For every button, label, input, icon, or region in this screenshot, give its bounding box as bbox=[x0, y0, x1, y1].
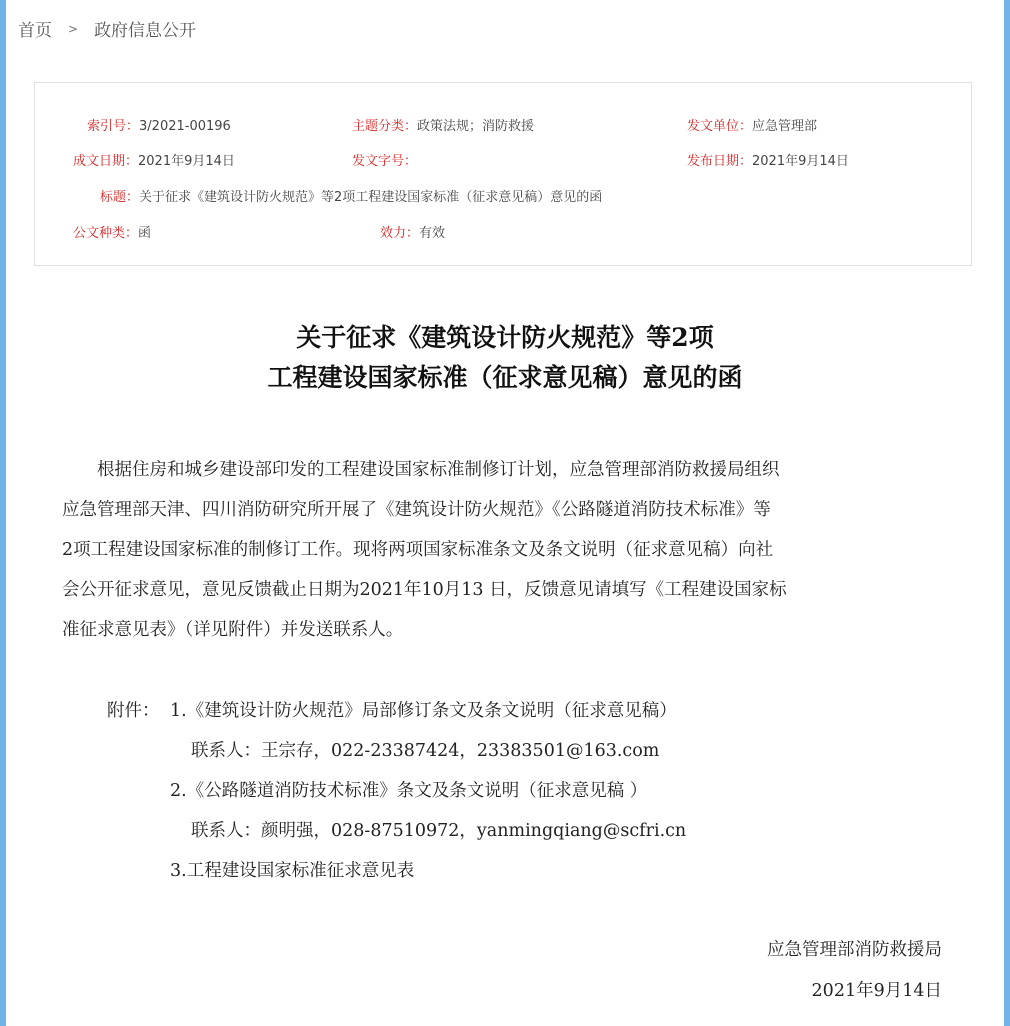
signature-date: 2021年9月14日 bbox=[811, 981, 942, 1001]
attachment-contact-1: 联系人：王宗存，022-23387424，23383501@163.com bbox=[191, 741, 660, 761]
right-edge-bar bbox=[1004, 0, 1010, 1026]
meta-created-label: 成文日期： bbox=[73, 154, 139, 169]
breadcrumb-home-link[interactable]: 首页 bbox=[18, 21, 52, 41]
meta-created bbox=[73, 150, 235, 169]
signature-organization: 应急管理部消防救援局 bbox=[767, 940, 942, 960]
meta-index-value: 3/2021-00196 bbox=[139, 119, 231, 134]
document-body bbox=[62, 450, 942, 650]
body-line: 2项工程建设国家标准的制修订工作。现将两项国家标准条文及条文说明（征求意见稿）向社 bbox=[62, 540, 774, 560]
meta-topic bbox=[352, 115, 534, 134]
document-title-line-1: 关于征求《建筑设计防火规范》等2项 bbox=[296, 323, 714, 352]
meta-validity-value: 有效 bbox=[419, 226, 446, 241]
breadcrumb-separator: > bbox=[68, 21, 79, 36]
meta-type-value: 函 bbox=[138, 226, 152, 241]
meta-title-value: 关于征求《建筑设计防火规范》等2项工程建设国家标准（征求意见稿）意见的函 bbox=[139, 190, 603, 205]
meta-issuer-value: 应急管理部 bbox=[752, 119, 818, 134]
meta-validity-label: 效力： bbox=[380, 226, 420, 241]
meta-title bbox=[100, 186, 602, 205]
attachment-item-2: 2.《公路隧道消防技术标准》条文及条文说明（征求意见稿 ） bbox=[170, 781, 648, 801]
meta-topic-value: 政策法规；消防救援 bbox=[417, 119, 535, 134]
body-line: 应急管理部天津、四川消防研究所开展了《建筑设计防火规范》《公路隧道消防技术标准》等 bbox=[62, 500, 771, 520]
meta-created-value: 2021年9月14日 bbox=[138, 154, 235, 169]
meta-topic-label: 主题分类： bbox=[352, 119, 418, 134]
meta-title-label: 标题： bbox=[100, 190, 140, 205]
meta-issuer bbox=[687, 115, 817, 134]
attachments-prefix: 附件： bbox=[107, 701, 160, 721]
meta-validity bbox=[380, 222, 445, 241]
body-line: 会公开征求意见，意见反馈截止日期为2021年10月13 日，反馈意见请填写《工程建设国家标 bbox=[62, 580, 787, 600]
attachment-item-3: 3.工程建设国家标准征求意见表 bbox=[170, 861, 415, 881]
meta-index bbox=[87, 115, 231, 134]
meta-published bbox=[687, 150, 849, 169]
document-title bbox=[0, 318, 1010, 398]
meta-docno-label: 发文字号： bbox=[352, 154, 418, 169]
body-line: 根据住房和城乡建设部印发的工程建设国家标准制修订计划，应急管理部消防救援局组织 bbox=[62, 460, 780, 480]
document-meta-box bbox=[34, 82, 972, 266]
meta-type-label: 公文种类： bbox=[73, 226, 139, 241]
breadcrumb bbox=[18, 16, 196, 41]
meta-type bbox=[73, 222, 151, 241]
attachment-contact-2: 联系人：颜明强，028-87510972，yanmingqiang@scfri.cn bbox=[191, 821, 687, 841]
meta-published-label: 发布日期： bbox=[687, 154, 753, 169]
meta-issuer-label: 发文单位： bbox=[687, 119, 753, 134]
meta-published-value: 2021年9月14日 bbox=[752, 154, 849, 169]
document-title-line-2: 工程建设国家标准（征求意见稿）意见的函 bbox=[267, 363, 743, 392]
left-edge-bar bbox=[0, 0, 6, 1026]
attachment-item-1: 1.《建筑设计防火规范》局部修订条文及条文说明（征求意见稿） bbox=[170, 701, 677, 721]
breadcrumb-current-link[interactable]: 政府信息公开 bbox=[94, 21, 197, 41]
meta-docno bbox=[352, 150, 417, 169]
body-line: 准征求意见表》（详见附件）并发送联系人。 bbox=[62, 620, 404, 640]
meta-index-label: 索引号： bbox=[87, 119, 140, 134]
